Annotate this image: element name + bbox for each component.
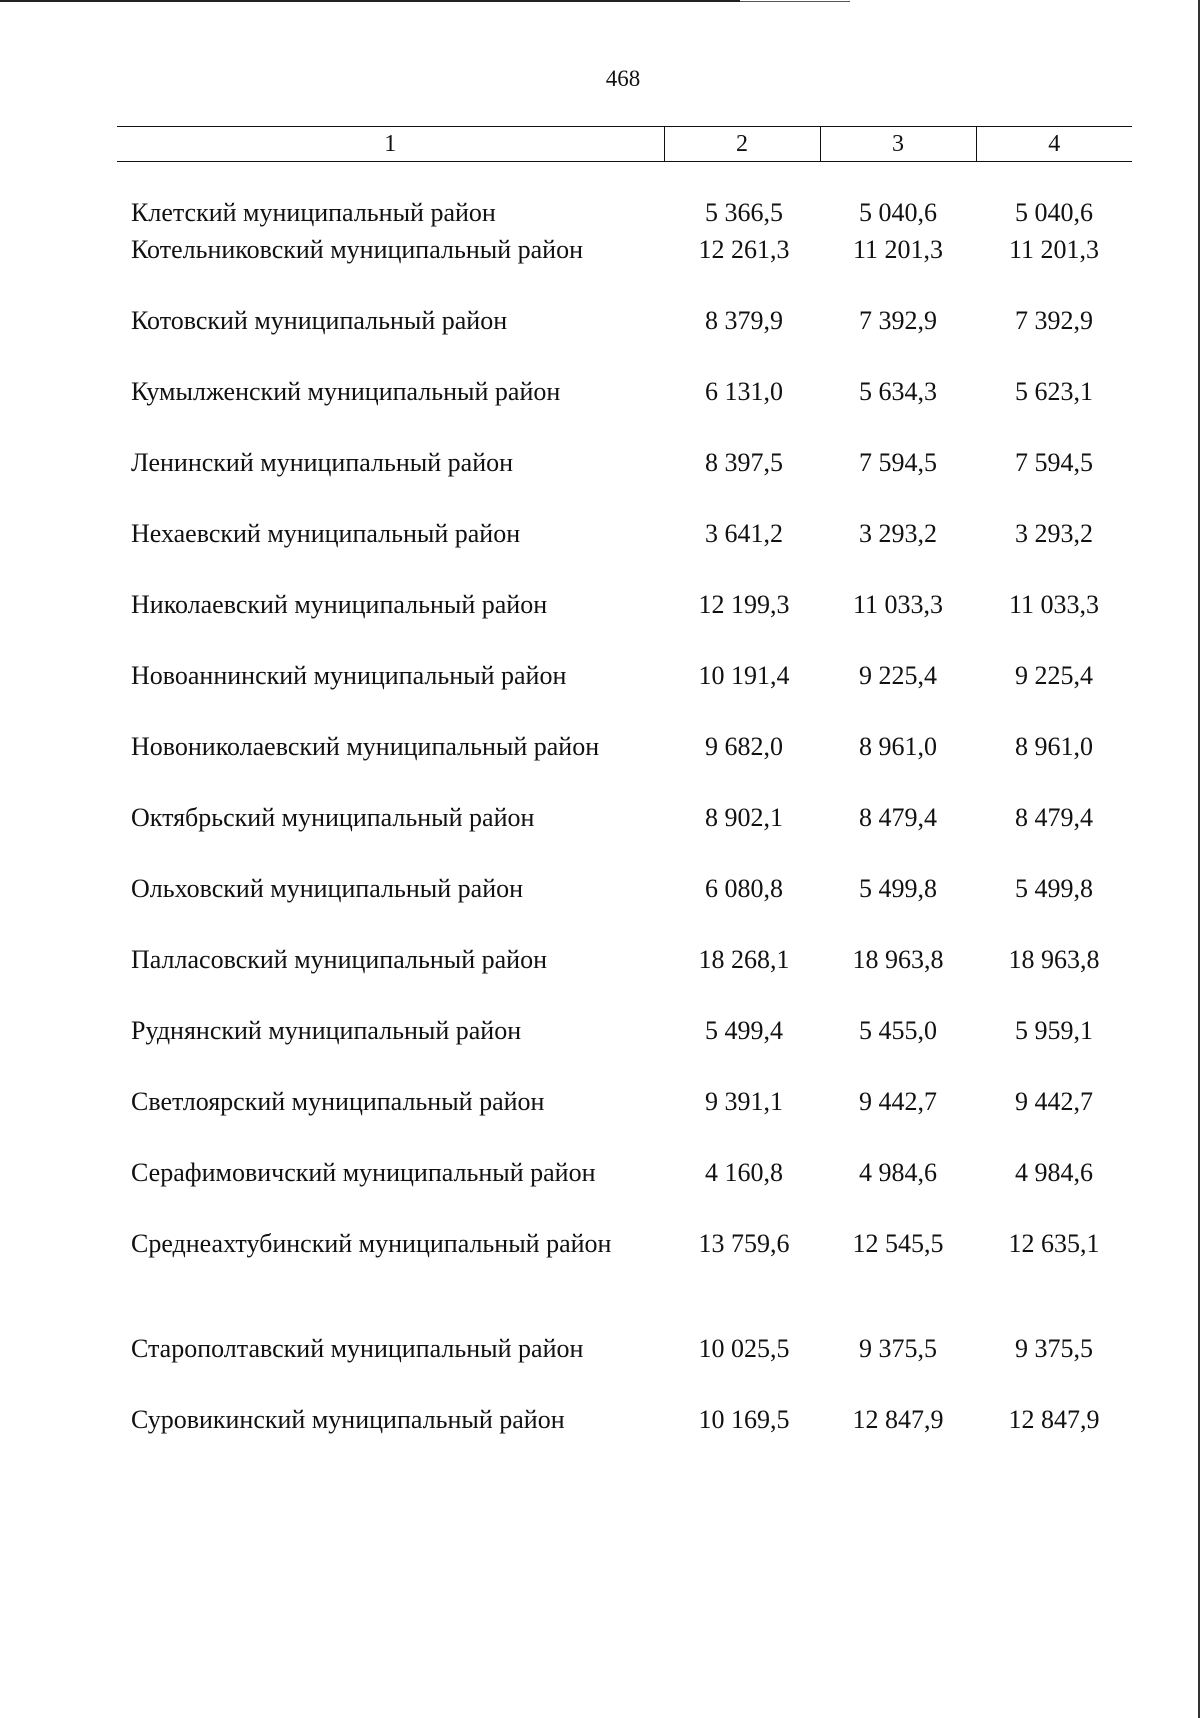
column-2-value-cell: 4 160,8 <box>705 1158 783 1187</box>
table-row <box>117 1156 1132 1227</box>
column-2-value-cell: 12 199,3 <box>698 590 790 619</box>
column-header-3: 3 <box>820 127 976 162</box>
table-body <box>117 162 1132 1475</box>
column-3-value-cell: 7 392,9 <box>859 306 937 335</box>
column-4-value-cell: 7 594,5 <box>1015 448 1093 477</box>
column-4-value-cell: 8 479,4 <box>1015 803 1093 832</box>
column-3-value-cell: 9 442,7 <box>859 1087 937 1116</box>
column-3-value-cell: 8 479,4 <box>859 803 937 832</box>
column-2-value-cell: 9 682,0 <box>705 732 783 761</box>
district-name-cell: Среднеахтубинский муниципальный район <box>131 1229 612 1258</box>
column-4-value-cell: 11 033,3 <box>1008 590 1100 619</box>
column-header-2: 2 <box>664 127 820 162</box>
header-row <box>117 127 1132 162</box>
column-4-value-cell: 18 963,8 <box>1008 945 1100 974</box>
district-name-cell: Новониколаевский муниципальный район <box>131 732 600 761</box>
column-4-value-cell: 5 623,1 <box>1015 377 1093 406</box>
table-row <box>117 801 1132 872</box>
district-name-cell: Нехаевский муниципальный район <box>131 519 521 548</box>
table-row <box>117 233 1132 304</box>
column-3-value-cell: 18 963,8 <box>852 945 944 974</box>
column-3-value-cell: 3 293,2 <box>859 519 937 548</box>
column-3-value-cell: 12 545,5 <box>852 1229 944 1258</box>
column-4-value-cell: 4 984,6 <box>1015 1158 1093 1187</box>
table-row <box>117 517 1132 588</box>
column-2-value-cell: 8 902,1 <box>705 803 783 832</box>
column-3-value-cell: 9 375,5 <box>859 1334 937 1363</box>
district-name-cell: Руднянский муниципальный район <box>131 1016 522 1045</box>
column-4-value-cell: 5 040,6 <box>1015 198 1093 227</box>
column-3-value-cell: 7 594,5 <box>859 448 937 477</box>
page-number: 468 <box>605 66 641 91</box>
column-2-value-cell: 8 397,5 <box>705 448 783 477</box>
column-4-value-cell: 9 442,7 <box>1015 1087 1093 1116</box>
table-row <box>117 304 1132 375</box>
district-name-cell: Светлоярский муниципальный район <box>131 1087 545 1116</box>
table-row <box>117 1014 1132 1085</box>
column-3-value-cell: 5 040,6 <box>859 198 937 227</box>
district-name-cell: Николаевский муниципальный район <box>131 590 548 619</box>
district-name-cell: Старополтавский муниципальный район <box>131 1334 584 1363</box>
table-row <box>117 446 1132 517</box>
column-2-value-cell: 3 641,2 <box>705 519 783 548</box>
column-3-value-cell: 5 499,8 <box>859 874 937 903</box>
district-name-cell: Палласовский муниципальный район <box>131 945 547 974</box>
column-4-value-cell: 8 961,0 <box>1015 732 1093 761</box>
district-name-cell: Ленинский муниципальный район <box>131 448 514 477</box>
column-4-value-cell: 9 225,4 <box>1015 661 1093 690</box>
district-name-cell: Ольховский муниципальный район <box>131 874 524 903</box>
column-header-4: 4 <box>976 127 1132 162</box>
budget-table <box>117 126 1132 1474</box>
column-4-value-cell: 11 201,3 <box>1008 235 1100 264</box>
column-4-value-cell: 5 499,8 <box>1015 874 1093 903</box>
table-row <box>117 1085 1132 1156</box>
column-2-value-cell: 12 261,3 <box>698 235 790 264</box>
column-3-value-cell: 8 961,0 <box>859 732 937 761</box>
district-name-cell: Клетский муниципальный район <box>131 198 496 227</box>
column-2-value-cell: 10 169,5 <box>698 1405 790 1434</box>
table-row <box>117 730 1132 801</box>
column-2-value-cell: 13 759,6 <box>698 1229 790 1258</box>
district-name-cell: Котовский муниципальный район <box>131 306 508 335</box>
column-3-value-cell: 5 455,0 <box>859 1016 937 1045</box>
column-4-value-cell: 12 847,9 <box>1008 1405 1100 1434</box>
column-4-value-cell: 12 635,1 <box>1008 1229 1100 1258</box>
table-row <box>117 1227 1132 1332</box>
column-4-value-cell: 7 392,9 <box>1015 306 1093 335</box>
column-2-value-cell: 6 080,8 <box>705 874 783 903</box>
column-2-value-cell: 10 025,5 <box>698 1334 790 1363</box>
column-2-value-cell: 10 191,4 <box>698 661 790 690</box>
column-4-value-cell: 3 293,2 <box>1015 519 1093 548</box>
table-row <box>117 375 1132 446</box>
district-name-cell: Октябрьский муниципальный район <box>131 803 535 832</box>
district-name-cell: Кумылженский муниципальный район <box>131 377 561 406</box>
column-3-value-cell: 4 984,6 <box>859 1158 937 1187</box>
column-4-value-cell: 5 959,1 <box>1015 1016 1093 1045</box>
table-row <box>117 659 1132 730</box>
column-2-value-cell: 6 131,0 <box>705 377 783 406</box>
scan-edge-top-fragment <box>740 1 850 2</box>
column-2-value-cell: 9 391,1 <box>705 1087 783 1116</box>
table-row <box>117 1403 1132 1474</box>
district-name-cell: Котельниковский муниципальный район <box>131 235 583 264</box>
scan-edge-top <box>0 0 740 2</box>
table-header <box>117 127 1132 162</box>
column-2-value-cell: 5 366,5 <box>705 198 783 227</box>
column-3-value-cell: 11 201,3 <box>852 235 944 264</box>
table-row <box>117 872 1132 943</box>
column-header-1: 1 <box>117 127 664 162</box>
column-2-value-cell: 5 499,4 <box>705 1016 783 1045</box>
column-3-value-cell: 11 033,3 <box>852 590 944 619</box>
column-3-value-cell: 5 634,3 <box>859 377 937 406</box>
table-row <box>117 1332 1132 1403</box>
district-name-cell: Новоаннинский муниципальный район <box>131 661 567 690</box>
table-row <box>117 162 1132 234</box>
column-2-value-cell: 18 268,1 <box>698 945 790 974</box>
column-4-value-cell: 9 375,5 <box>1015 1334 1093 1363</box>
district-name-cell: Серафимовичский муниципальный район <box>131 1158 596 1187</box>
table-row <box>117 588 1132 659</box>
column-3-value-cell: 12 847,9 <box>852 1405 944 1434</box>
column-3-value-cell: 9 225,4 <box>859 661 937 690</box>
column-2-value-cell: 8 379,9 <box>705 306 783 335</box>
table-row <box>117 943 1132 1014</box>
district-name-cell: Суровикинский муниципальный район <box>131 1405 565 1434</box>
